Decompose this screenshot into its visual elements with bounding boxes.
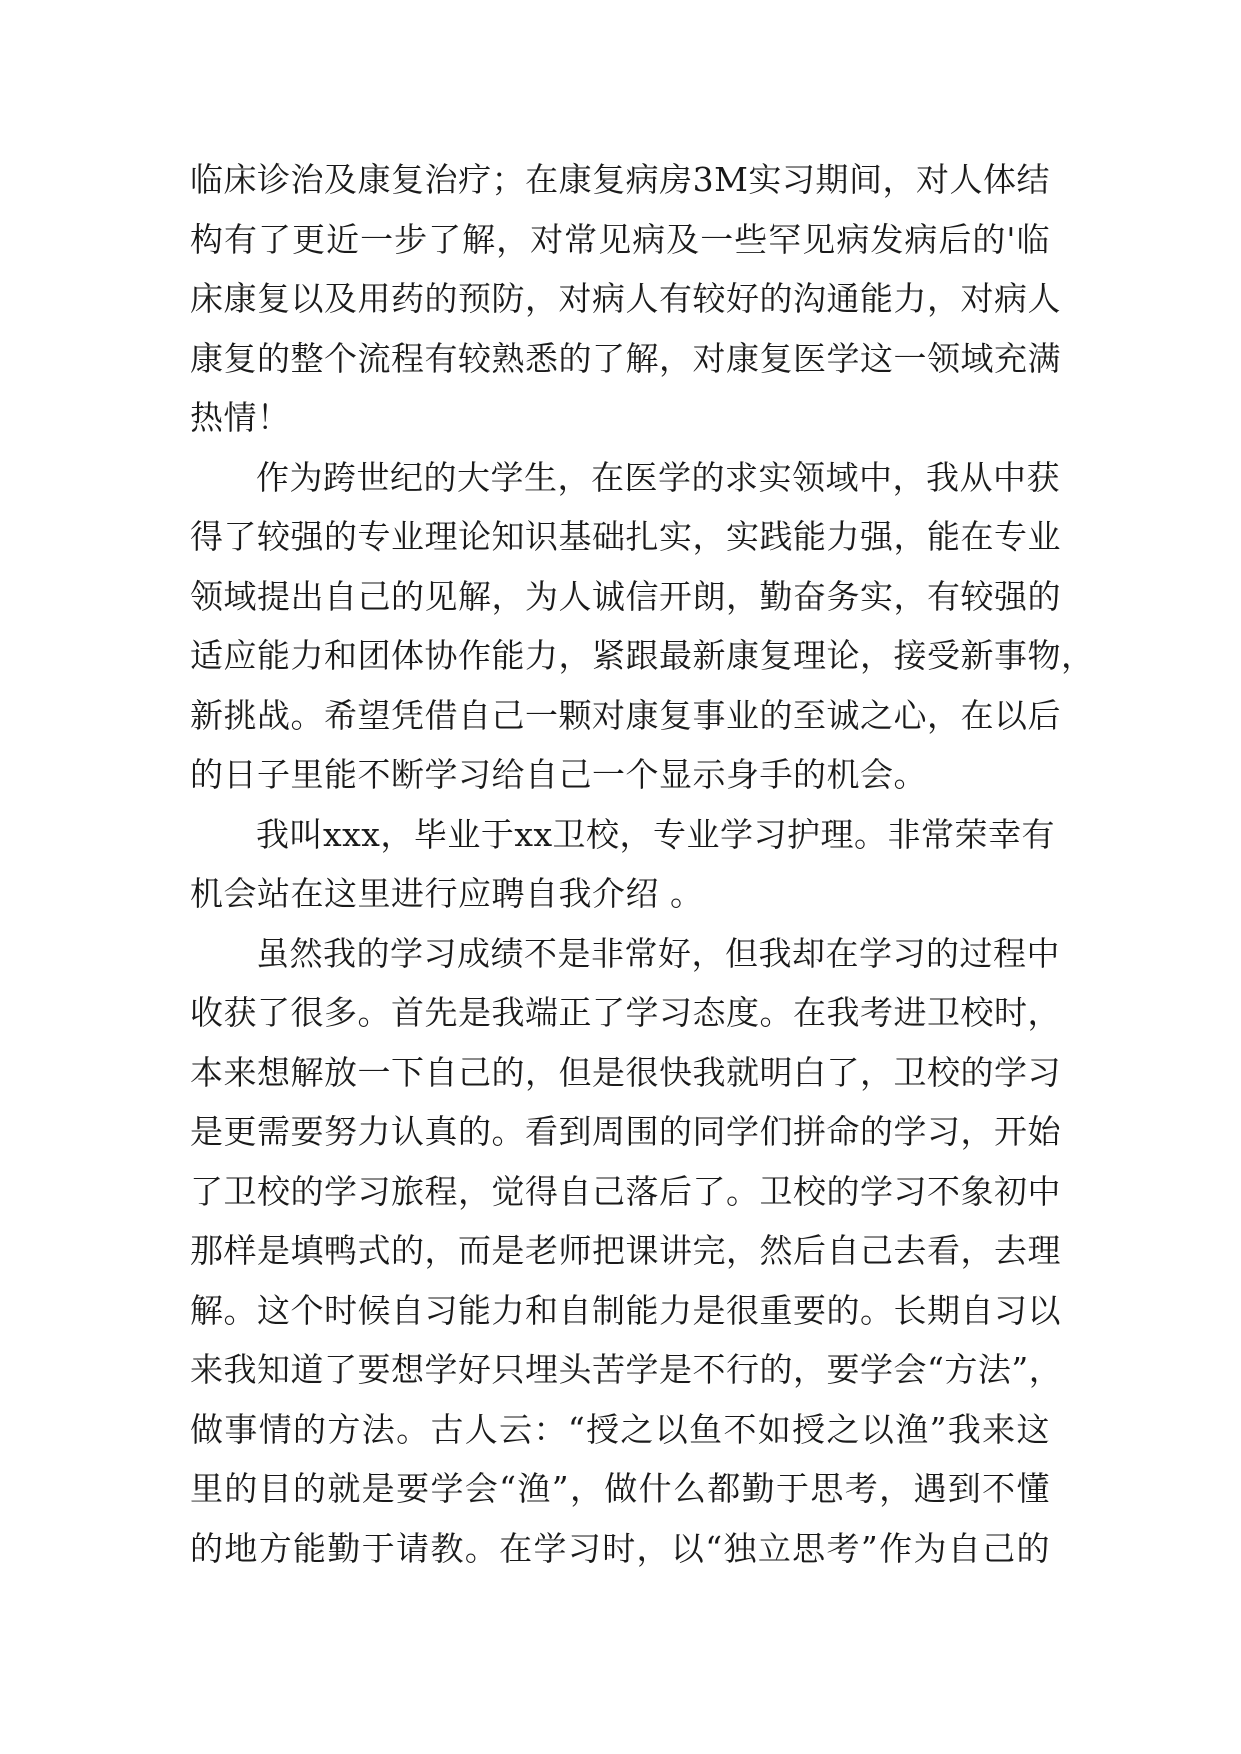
paragraph <box>190 805 1056 924</box>
text-line: 收获了很多。首先是我端正了学习态度。在我考进卫校时， <box>190 993 1061 1032</box>
paragraph <box>190 924 1063 1579</box>
text-line: 做事情的方法。古人云：“授之以鱼不如授之以渔”我来这 <box>190 1409 1050 1449</box>
text-line: 得了较强的专业理论知识基础扎实，实践能力强，能在专业 <box>190 517 1061 556</box>
text-line: 领域提出自己的见解，为人诚信开朗，勤奋务实，有较强的 <box>190 576 1061 616</box>
text-line: 解。这个时候自习能力和自制能力是很重要的。长期自习以 <box>190 1290 1061 1330</box>
text-line: 虽然我的学习成绩不是非常好，但我却在学习的过程中 <box>256 933 1060 973</box>
text-line: 了卫校的学习旅程，觉得自己落后了。卫校的学习不象初中 <box>190 1171 1061 1211</box>
text-line: 构有了更近一步了解，对常见病及一些罕见病发病后的'临 <box>190 219 1050 259</box>
text-line: 我叫xxx，毕业于xx卫校，专业学习护理。非常荣幸有 <box>256 814 1056 854</box>
text-line: 临床诊治及康复治疗；在康复病房3M实习期间，对人体结 <box>190 160 1050 199</box>
text-line: 作为跨世纪的大学生，在医学的求实领域中，我从中获 <box>256 457 1060 497</box>
document-body <box>190 150 1095 1578</box>
text-line: 本来想解放一下自己的，但是很快我就明白了，卫校的学习 <box>190 1052 1061 1092</box>
text-line: 是更需要努力认真的。看到周围的同学们拼命的学习，开始 <box>190 1112 1061 1151</box>
text-line: 新挑战。希望凭借自己一颗对康复事业的至诚之心，在以后 <box>190 695 1061 735</box>
text-line: 里的目的就是要学会“渔”，做什么都勤于思考，遇到不懂 <box>190 1469 1050 1508</box>
text-line: 机会站在这里进行应聘自我介绍 。 <box>190 874 704 913</box>
text-line: 康复的整个流程有较熟悉的了解，对康复医学这一领域充满 <box>190 338 1061 378</box>
text-line: 来我知道了要想学好只埋头苦学是不行的，要学会“方法”， <box>190 1350 1063 1389</box>
paragraph <box>190 150 1061 448</box>
text-line: 的地方能勤于请教。在学习时，以“独立思考”作为自己的 <box>190 1528 1050 1568</box>
text-line: 适应能力和团体协作能力，紧跟最新康复理论，接受新事物， <box>190 636 1095 675</box>
paragraph <box>190 448 1095 805</box>
text-line: 热情！ <box>190 398 291 437</box>
text-line: 那样是填鸭式的，而是老师把课讲完，然后自己去看，去理 <box>190 1231 1061 1270</box>
text-line: 的日子里能不断学习给自己一个显示身手的机会。 <box>190 755 927 794</box>
text-line: 床康复以及用药的预防，对病人有较好的沟通能力，对病人 <box>190 279 1061 318</box>
